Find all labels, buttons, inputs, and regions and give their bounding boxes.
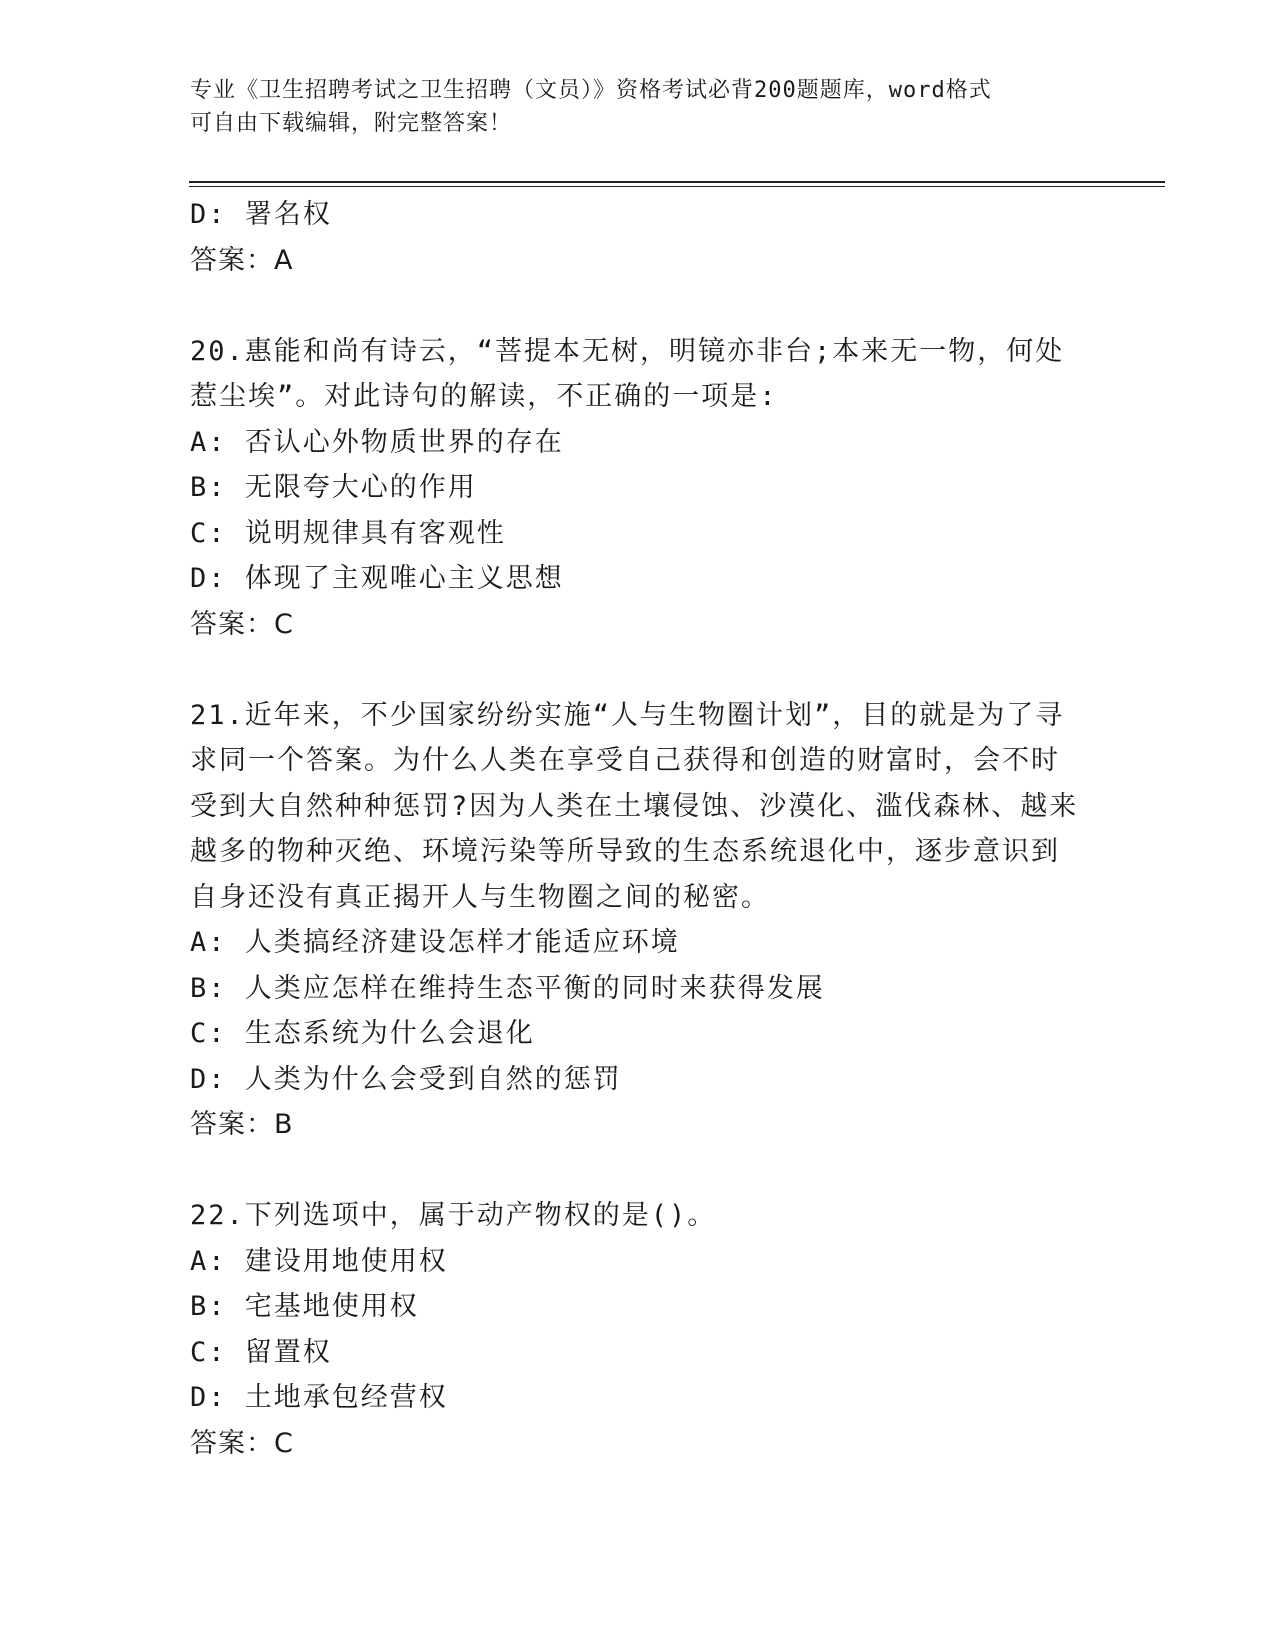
answer-line: 答案：B [190,1109,294,1140]
option-b: B: 人类应怎样在维持生态平衡的同时来获得发展 [190,972,825,1004]
option-c: C: 说明规律具有客观性 [190,517,506,549]
question-text-line: 自身还没有真正揭开人与生物圈之间的秘密。 [190,881,770,913]
option-d: D: 署名权 [190,199,332,230]
spacer [190,1148,1090,1194]
option-c: C: 生态系统为什么会退化 [190,1018,535,1049]
question-21 [190,693,1090,1148]
question-text-line: 22.下列选项中，属于动产物权的是()。 [190,1200,717,1231]
header-divider-thick [189,181,1165,183]
header-title-line-1: 专业《卫生招聘考试之卫生招聘（文员）》资格考试必背200题题库，word格式 [190,78,992,103]
question-text-line: 受到大自然种种惩罚?因为人类在土壤侵蚀、沙漠化、滥伐森林、越来 [190,790,1079,822]
spacer [190,647,1090,693]
answer-line: 答案：A [190,244,294,276]
question-text-line: 求同一个答案。为什么人类在享受自己获得和创造的财富时，会不时 [190,745,1060,776]
answer-line: 答案：C [190,608,294,640]
option-b: B: 宅基地使用权 [190,1291,419,1322]
header-title-line-2: 可自由下载编辑，附完整答案！ [190,111,513,136]
question-text-line: 越多的物种灭绝、环境污染等所导致的生态系统退化中，逐步意识到 [190,836,1060,867]
option-d: D: 人类为什么会受到自然的惩罚 [190,1063,622,1095]
question-19-tail [190,192,1090,283]
document-body [190,192,1090,1466]
question-text-line: 20.惠能和尚有诗云，“菩提本无树，明镜亦非台;本来无一物，何处 [190,335,1065,367]
option-d: D: 土地承包经营权 [190,1382,448,1413]
option-a: A: 建设用地使用权 [190,1245,448,1277]
question-20 [190,329,1090,648]
header-divider-thin [189,186,1165,187]
question-22 [190,1193,1090,1466]
question-text-line: 惹尘埃”。对此诗句的解读，不正确的一项是: [190,381,778,412]
spacer [190,283,1090,329]
option-d: D: 体现了主观唯心主义思想 [190,563,564,594]
option-b: B: 无限夸大心的作用 [190,472,477,503]
answer-line: 答案：C [190,1427,294,1459]
option-a: A: 人类搞经济建设怎样才能适应环境 [190,927,680,958]
option-c: C: 留置权 [190,1336,332,1368]
option-a: A: 否认心外物质世界的存在 [190,426,564,458]
document-header [190,74,1090,140]
question-text-line: 21.近年来，不少国家纷纷实施“人与生物圈计划”，目的就是为了寻 [190,699,1065,731]
